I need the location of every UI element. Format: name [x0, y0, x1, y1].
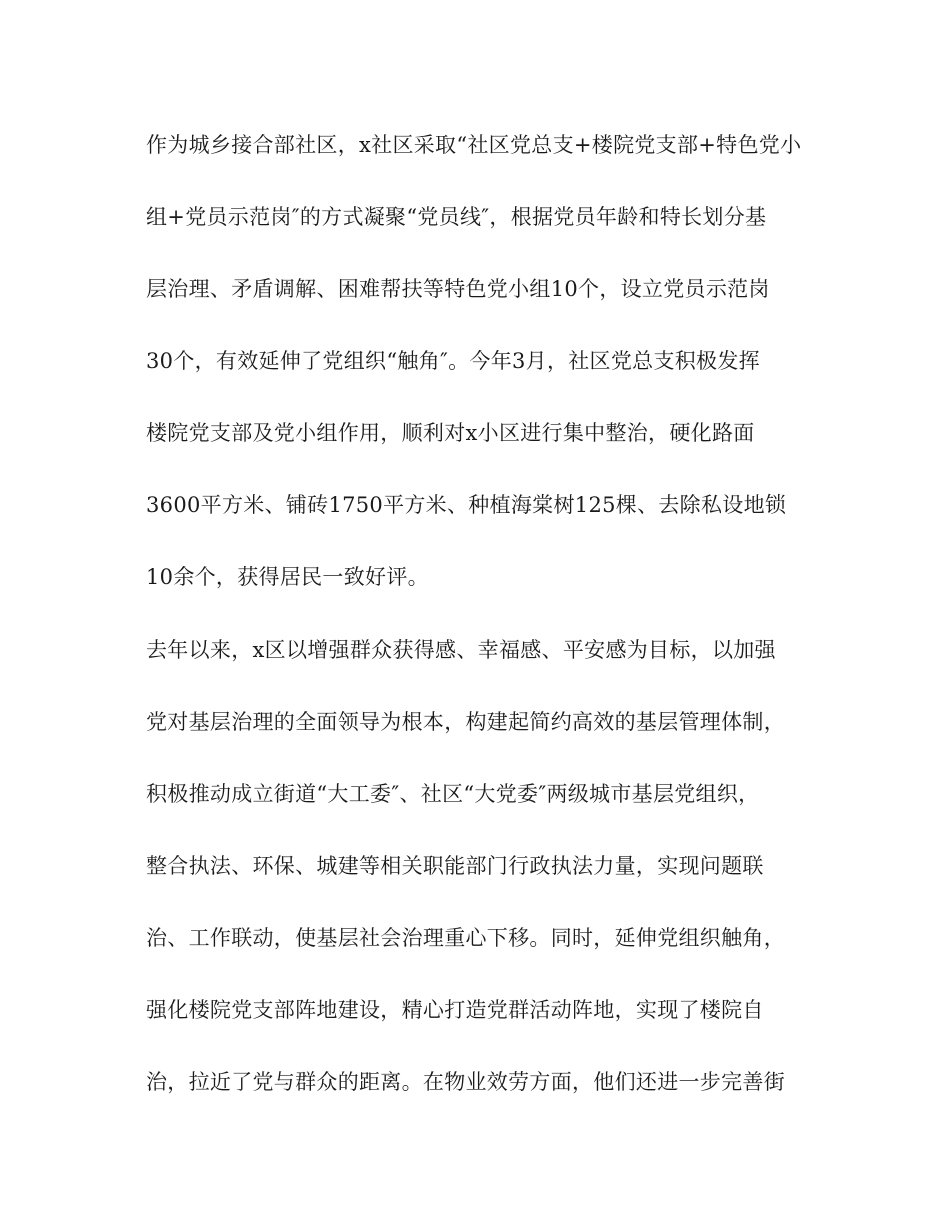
text-line: 治，拉近了党与群众的距离。在物业效劳方面，他们还进一步完善街	[146, 1070, 785, 1094]
text-line: 层治理、矛盾调解、困难帮扶等特色党小组10个，设立党员示范岗	[146, 277, 770, 301]
text-line: 作为城乡接合部社区，x社区采取“社区党总支+楼院党支部+特色党小	[146, 133, 802, 157]
text-line: 治、工作联动，使基层社会治理重心下移。同时，延伸党组织触角，	[146, 926, 785, 950]
text-line: 3600平方米、铺砖1750平方米、种植海棠树125棵、去除私设地锁	[146, 493, 787, 517]
text-line: 楼院党支部及党小组作用，顺利对x小区进行集中整治，硬化路面	[146, 421, 755, 445]
text-line: 10余个，获得居民一致好评。	[146, 565, 429, 589]
text-line: 去年以来，x区以增强群众获得感、幸福感、平安感为目标，以加强	[146, 638, 776, 662]
text-line: 积极推动成立街道“大工委″、社区“大党委″两级城市基层党组织，	[146, 782, 760, 806]
text-line: 党对基层治理的全面领导为根本，构建起简约高效的基层管理体制，	[146, 710, 785, 734]
text-line: 组+党员示范岗″的方式凝聚“党员线″，根据党员年龄和特长划分基	[146, 205, 767, 229]
text-line: 强化楼院党支部阵地建设，精心打造党群活动阵地，实现了楼院自	[146, 998, 764, 1022]
text-line: 30个，有效延伸了党组织“触角″。今年3月，社区党总支积极发挥	[146, 349, 760, 373]
text-line: 整合执法、环保、城建等相关职能部门行政执法力量，实现问题联	[146, 854, 764, 878]
